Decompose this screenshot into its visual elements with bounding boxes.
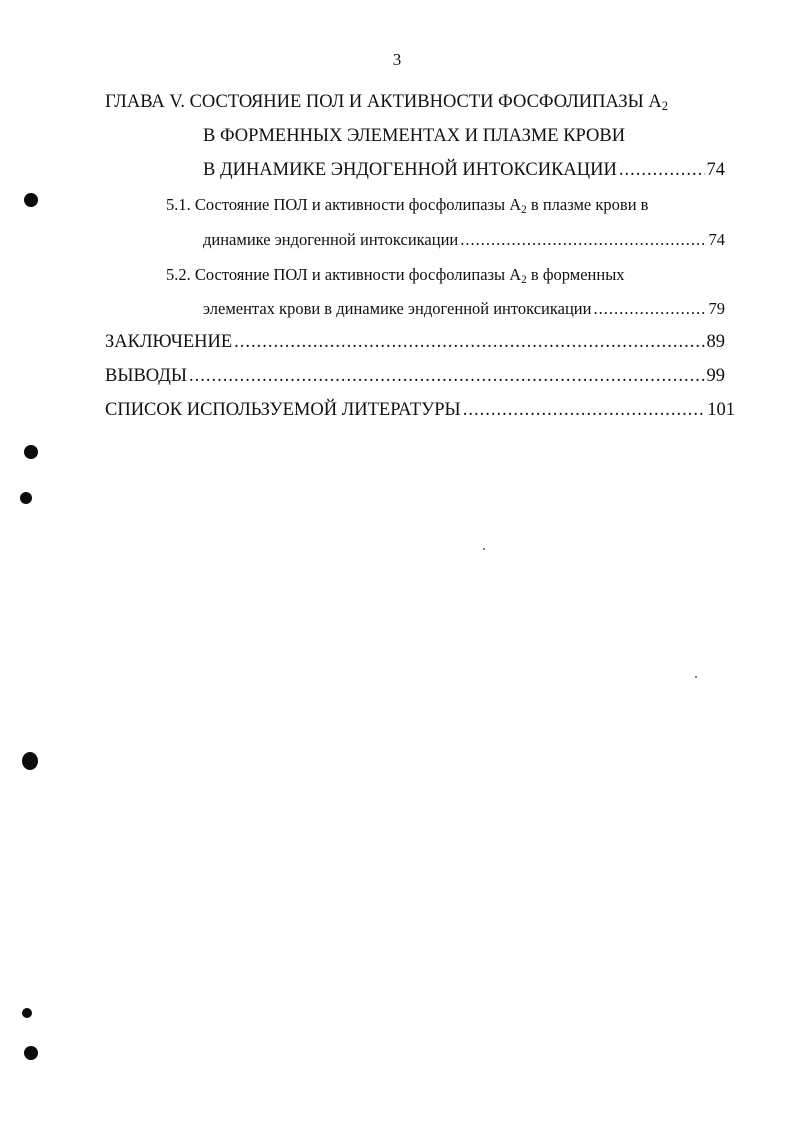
toc-references-label: СПИСОК ИСПОЛЬЗУЕМОЙ ЛИТЕРАТУРЫ (105, 400, 461, 420)
leader-dots (234, 330, 704, 354)
punch-hole-artifact (24, 445, 38, 459)
punch-hole-artifact (22, 1008, 32, 1018)
page-number: 3 (392, 50, 402, 69)
toc-chapter-5-line-2 (203, 124, 625, 148)
punch-hole-artifact (22, 752, 38, 770)
leader-dots (460, 228, 706, 252)
toc-findings-label: ВЫВОДЫ (105, 366, 188, 386)
leader-dots (619, 158, 705, 182)
scan-speck (695, 676, 697, 678)
toc-section-5-1-page: 74 (708, 230, 725, 249)
toc-chapter-5-title-part1: ГЛАВА V. СОСТОЯНИЕ ПОЛ И АКТИВНОСТИ ФОСФОЛИПАЗЫ $А_2$ (105, 92, 669, 114)
toc-chapter-5-title-part2: В ФОРМЕННЫХ ЭЛЕМЕНТАХ И ПЛАЗМЕ КРОВИ (203, 126, 626, 146)
toc-references-entry[interactable] (105, 398, 735, 422)
toc-section-5-2-title-part2: элементах крови в динамике эндогенной интоксикации (203, 299, 592, 318)
toc-section-5-1-entry[interactable] (203, 228, 725, 252)
toc-conclusion-label: ЗАКЛЮЧЕНИЕ (105, 332, 233, 352)
toc-chapter-5-line-1 (105, 90, 668, 114)
toc-section-5-1-title-part2: динамике эндогенной интоксикации (203, 230, 459, 249)
toc-section-5-1-title-part1: 5.1. Состояние ПОЛ и активности фосфолипазы $А_2$ в плазме крови в (166, 195, 649, 216)
toc-section-5-2-line-1 (166, 263, 625, 287)
toc-section-5-1-line-1 (166, 193, 648, 217)
toc-chapter-5-page: 74 (706, 160, 725, 180)
toc-references-page: 101 (707, 400, 735, 420)
scan-speck (483, 548, 485, 550)
leader-dots (593, 297, 706, 321)
toc-section-5-2-title-part1: 5.2. Состояние ПОЛ и активности фосфолипазы $А_2$ в форменных (166, 265, 625, 286)
toc-conclusion-entry[interactable] (105, 330, 725, 354)
punch-hole-artifact (20, 492, 32, 504)
leader-dots (189, 364, 704, 388)
punch-hole-artifact (24, 193, 38, 207)
toc-findings-page: 99 (706, 366, 725, 386)
toc-section-5-2-entry[interactable] (203, 297, 725, 321)
punch-hole-artifact (24, 1046, 38, 1060)
toc-section-5-2-page: 79 (708, 299, 725, 318)
toc-conclusion-page: 89 (706, 332, 725, 352)
toc-findings-entry[interactable] (105, 364, 725, 388)
toc-chapter-5-entry[interactable] (203, 158, 725, 182)
leader-dots (463, 398, 706, 422)
toc-chapter-5-title-part3: В ДИНАМИКЕ ЭНДОГЕННОЙ ИНТОКСИКАЦИИ (203, 160, 617, 180)
